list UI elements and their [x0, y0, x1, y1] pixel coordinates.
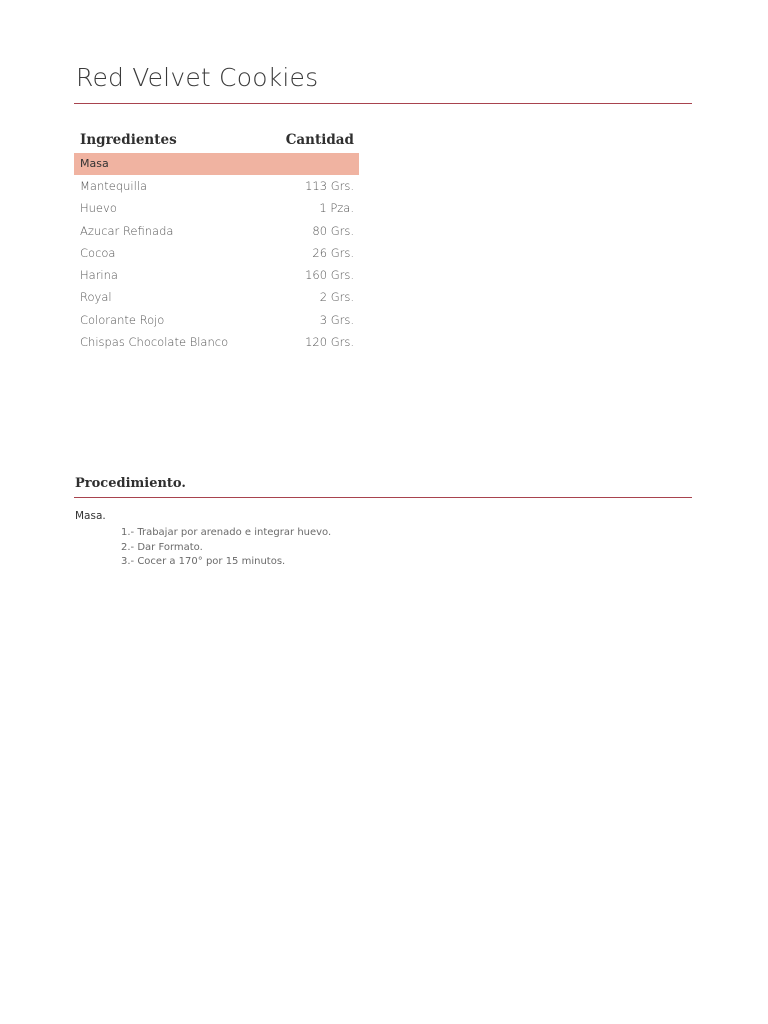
ingredient-row	[74, 242, 359, 264]
ingredients-header-row	[74, 128, 359, 152]
ingredient-quantity: 113 Grs.	[305, 179, 354, 193]
page-title: Red Velvet Cookies	[76, 63, 319, 92]
procedure-step: 3.- Cocer a 170° por 15 minutos.	[121, 556, 286, 568]
procedure-step: 1.- Trabajar por arenado e integrar huevo.	[121, 527, 332, 538]
ingredient-quantity: 2 Grs.	[319, 290, 354, 305]
ingredient-row	[74, 220, 359, 242]
procedure-title: Procedimiento.	[75, 476, 186, 491]
ingredient-quantity: 26 Grs.	[312, 245, 354, 260]
ingredient-name: Harina	[80, 268, 118, 283]
ingredient-row	[74, 197, 359, 219]
procedure-section-label: Masa.	[75, 510, 106, 522]
ingredient-name: Royal	[80, 290, 112, 305]
ingredient-quantity: 80 Grs.	[312, 223, 354, 238]
ingredient-row	[74, 309, 359, 331]
ingredient-quantity: 3 Grs.	[319, 312, 354, 327]
ingredient-row	[74, 264, 359, 286]
ingredient-row	[74, 331, 359, 353]
ingredients-section-header: Masa	[74, 153, 359, 175]
ingredient-name: Cocoa	[80, 245, 116, 260]
ingredient-name: Huevo	[80, 201, 117, 216]
ingredient-name: Colorante Rojo	[80, 312, 165, 327]
ingredient-quantity: 120 Grs.	[305, 335, 354, 350]
ingredient-quantity: 1 Pza.	[319, 201, 354, 216]
ingredient-name: Azucar Refinada	[80, 223, 174, 238]
ingredients-table	[74, 128, 359, 353]
ingredient-quantity: 160 Grs.	[305, 268, 354, 283]
procedure-divider	[74, 497, 692, 498]
ingredients-column-header: Ingredientes	[80, 132, 177, 148]
ingredient-row	[74, 286, 359, 308]
ingredient-name: Chispas Chocolate Blanco	[80, 335, 229, 350]
ingredient-row	[74, 175, 359, 197]
procedure-step: 2.- Dar Formato.	[121, 541, 203, 553]
quantity-column-header: Cantidad	[285, 132, 354, 148]
ingredient-name: Mantequilla	[80, 179, 148, 193]
title-divider	[74, 103, 692, 104]
procedure-steps	[121, 526, 331, 570]
